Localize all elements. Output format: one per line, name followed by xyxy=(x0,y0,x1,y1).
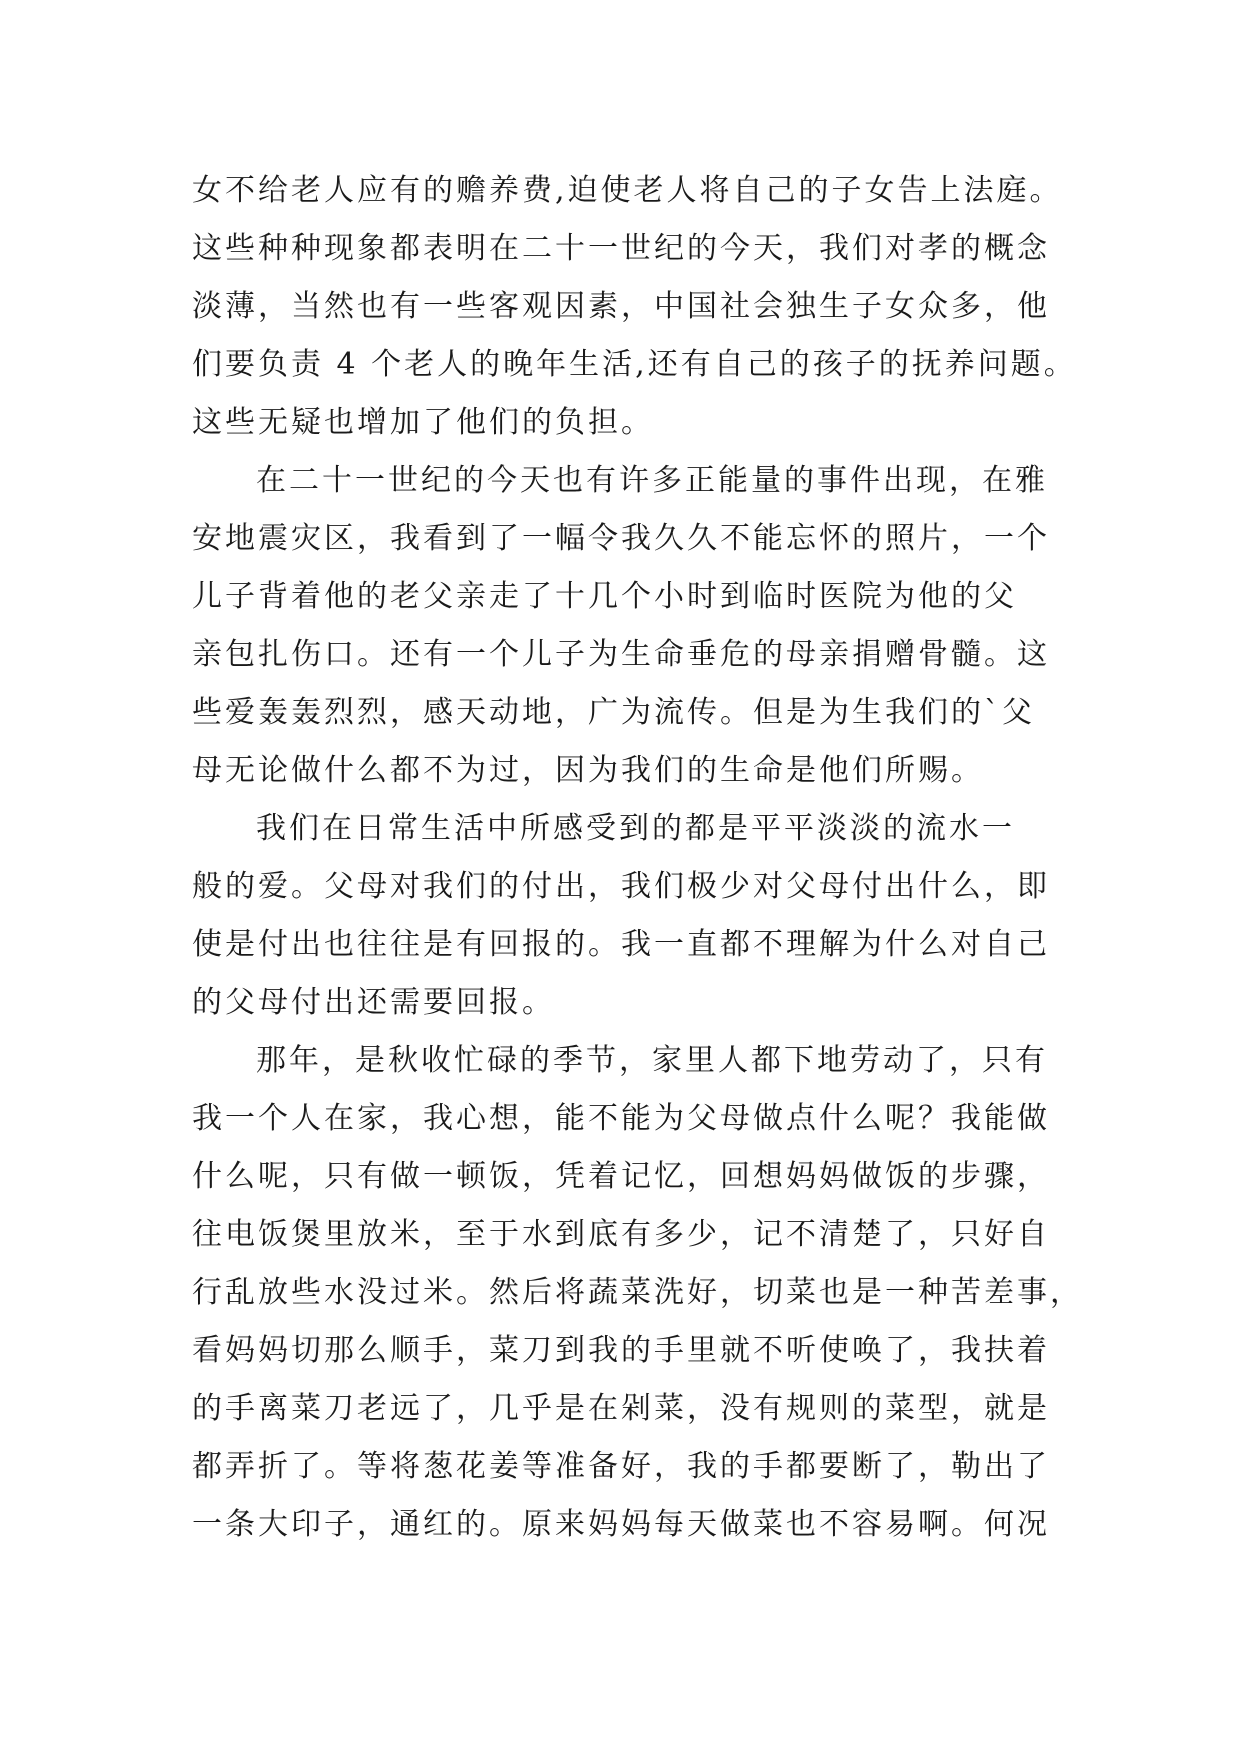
text-line: 都弄折了。等将葱花姜等准备好，我的手都要断了，勒出了 xyxy=(192,1449,1050,1484)
text-line: 在二十一世纪的今天也有许多正能量的事件出现，在雅 xyxy=(256,463,1048,498)
text-line: 什么呢，只有做一顿饭，凭着记忆，回想妈妈做饭的步骤， xyxy=(192,1159,1050,1194)
text-line: 我一个人在家，我心想，能不能为父母做点什么呢？我能做 xyxy=(192,1101,1050,1136)
text-line: 安地震灾区，我看到了一幅令我久久不能忘怀的照片，一个 xyxy=(192,521,1050,556)
text-line: 亲包扎伤口。还有一个儿子为生命垂危的母亲捐赠骨髓。这 xyxy=(192,637,1050,672)
text-line: 那年，是秋收忙碌的季节，家里人都下地劳动了，只有 xyxy=(256,1043,1048,1078)
text-line: 般的爱。父母对我们的付出，我们极少对父母付出什么，即 xyxy=(192,869,1050,904)
text-line: 母无论做什么都不为过，因为我们的生命是他们所赐。 xyxy=(192,753,984,788)
text-line: 行乱放些水没过米。然后将蔬菜洗好，切菜也是一种苦差事， xyxy=(192,1275,1083,1310)
text-line: 的父母付出还需要回报。 xyxy=(192,985,555,1020)
text-line: 使是付出也往往是有回报的。我一直都不理解为什么对自己 xyxy=(192,927,1050,962)
body-text xyxy=(192,162,1092,1554)
text-line: 儿子背着他的老父亲走了十几个小时到临时医院为他的父 xyxy=(192,579,1017,614)
text-line: 些爱轰轰烈烈，感天动地，广为流传。但是为生我们的`父 xyxy=(192,695,1035,730)
text-line: 女不给老人应有的赡养费,迫使老人将自己的子女告上法庭。 xyxy=(192,173,1063,208)
text-line: 往电饭煲里放米，至于水到底有多少，记不清楚了，只好自 xyxy=(192,1217,1050,1252)
text-line: 我们在日常生活中所感受到的都是平平淡淡的流水一 xyxy=(256,811,1015,846)
text-line: 这些无疑也增加了他们的负担。 xyxy=(192,405,654,440)
text-line: 看妈妈切那么顺手，菜刀到我的手里就不听使唤了，我扶着 xyxy=(192,1333,1050,1368)
text-line: 这些种种现象都表明在二十一世纪的今天，我们对孝的概念 xyxy=(192,231,1050,266)
text-line: 淡薄，当然也有一些客观因素，中国社会独生子女众多，他 xyxy=(192,289,1050,324)
text-line: 们要负责 4 个老人的晚年生活,还有自己的孩子的抚养问题。 xyxy=(192,347,1077,382)
text-line: 的手离菜刀老远了，几乎是在剁菜，没有规则的菜型，就是 xyxy=(192,1391,1050,1426)
text-line: 一条大印子，通红的。原来妈妈每天做菜也不容易啊。何况 xyxy=(192,1507,1050,1542)
